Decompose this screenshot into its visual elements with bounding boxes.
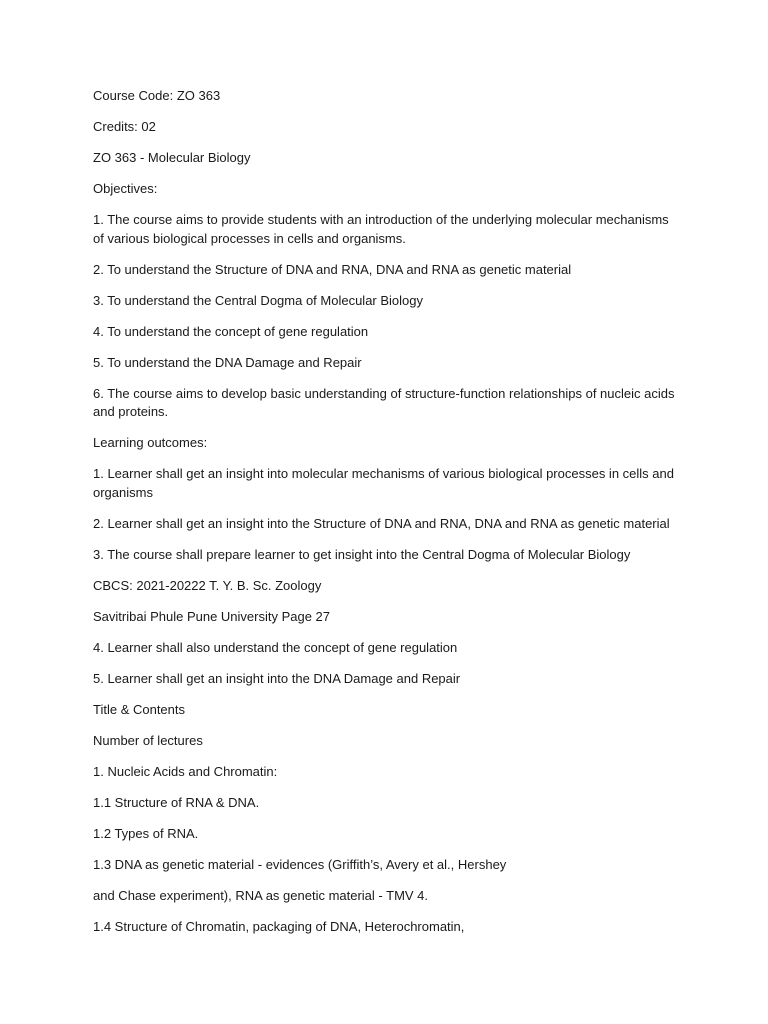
objective-item-3: 3. To understand the Central Dogma of Molecular Biology xyxy=(93,292,424,308)
objective-item-2: 2. To understand the Structure of DNA and RNA, DNA and RNA as genetic material xyxy=(93,261,572,277)
objective-item-4: 4. To understand the concept of gene regulation xyxy=(93,323,369,339)
objective-item-1: 1. The course aims to provide students with an introduction of the underlying molecular mechanisms of various biological processes in cells and organisms. xyxy=(93,212,669,246)
topic-1-4: 1.4 Structure of Chromatin, packaging of DNA, Heterochromatin, xyxy=(93,918,465,934)
outcome-item-2: 2. Learner shall get an insight into the Structure of DNA and RNA, DNA and RNA as genetic material xyxy=(93,515,670,531)
outcome-item-4: 4. Learner shall also understand the concept of gene regulation xyxy=(93,639,458,655)
unit-1-heading: 1. Nucleic Acids and Chromatin: xyxy=(93,763,278,779)
objective-item-5: 5. To understand the DNA Damage and Repair xyxy=(93,354,362,370)
number-of-lectures-heading: Number of lectures xyxy=(93,732,203,748)
objective-item-6: 6. The course aims to develop basic understanding of structure-function relationships of nucleic acids and proteins. xyxy=(93,385,675,419)
outcome-item-5: 5. Learner shall get an insight into the DNA Damage and Repair xyxy=(93,670,461,686)
course-title-line: ZO 363 - Molecular Biology xyxy=(93,150,251,165)
cbcs-line: CBCS: 2021-20222 T. Y. B. Sc. Zoology xyxy=(93,577,322,593)
topic-1-3: 1.3 DNA as genetic material - evidences (Griffith’s, Avery et al., Hershey xyxy=(93,856,507,872)
document-body xyxy=(93,87,678,949)
outcome-item-1: 1. Learner shall get an insight into molecular mechanisms of various biological processes in cells and organisms xyxy=(93,466,674,500)
university-page-line: Savitribai Phule Pune University Page 27 xyxy=(93,608,331,624)
topic-1-2: 1.2 Types of RNA. xyxy=(93,825,199,841)
objectives-heading: Objectives: xyxy=(93,181,158,196)
topic-1-3-continued: and Chase experiment), RNA as genetic material - TMV 4. xyxy=(93,887,429,903)
title-contents-heading: Title & Contents xyxy=(93,701,186,717)
learning-outcomes-heading: Learning outcomes: xyxy=(93,435,208,450)
credits-line: Credits: 02 xyxy=(93,119,156,134)
topic-1-1: 1.1 Structure of RNA & DNA. xyxy=(93,794,260,810)
outcome-item-3: 3. The course shall prepare learner to get insight into the Central Dogma of Molecular Biology xyxy=(93,546,631,562)
course-code-line: Course Code: ZO 363 xyxy=(93,88,221,103)
